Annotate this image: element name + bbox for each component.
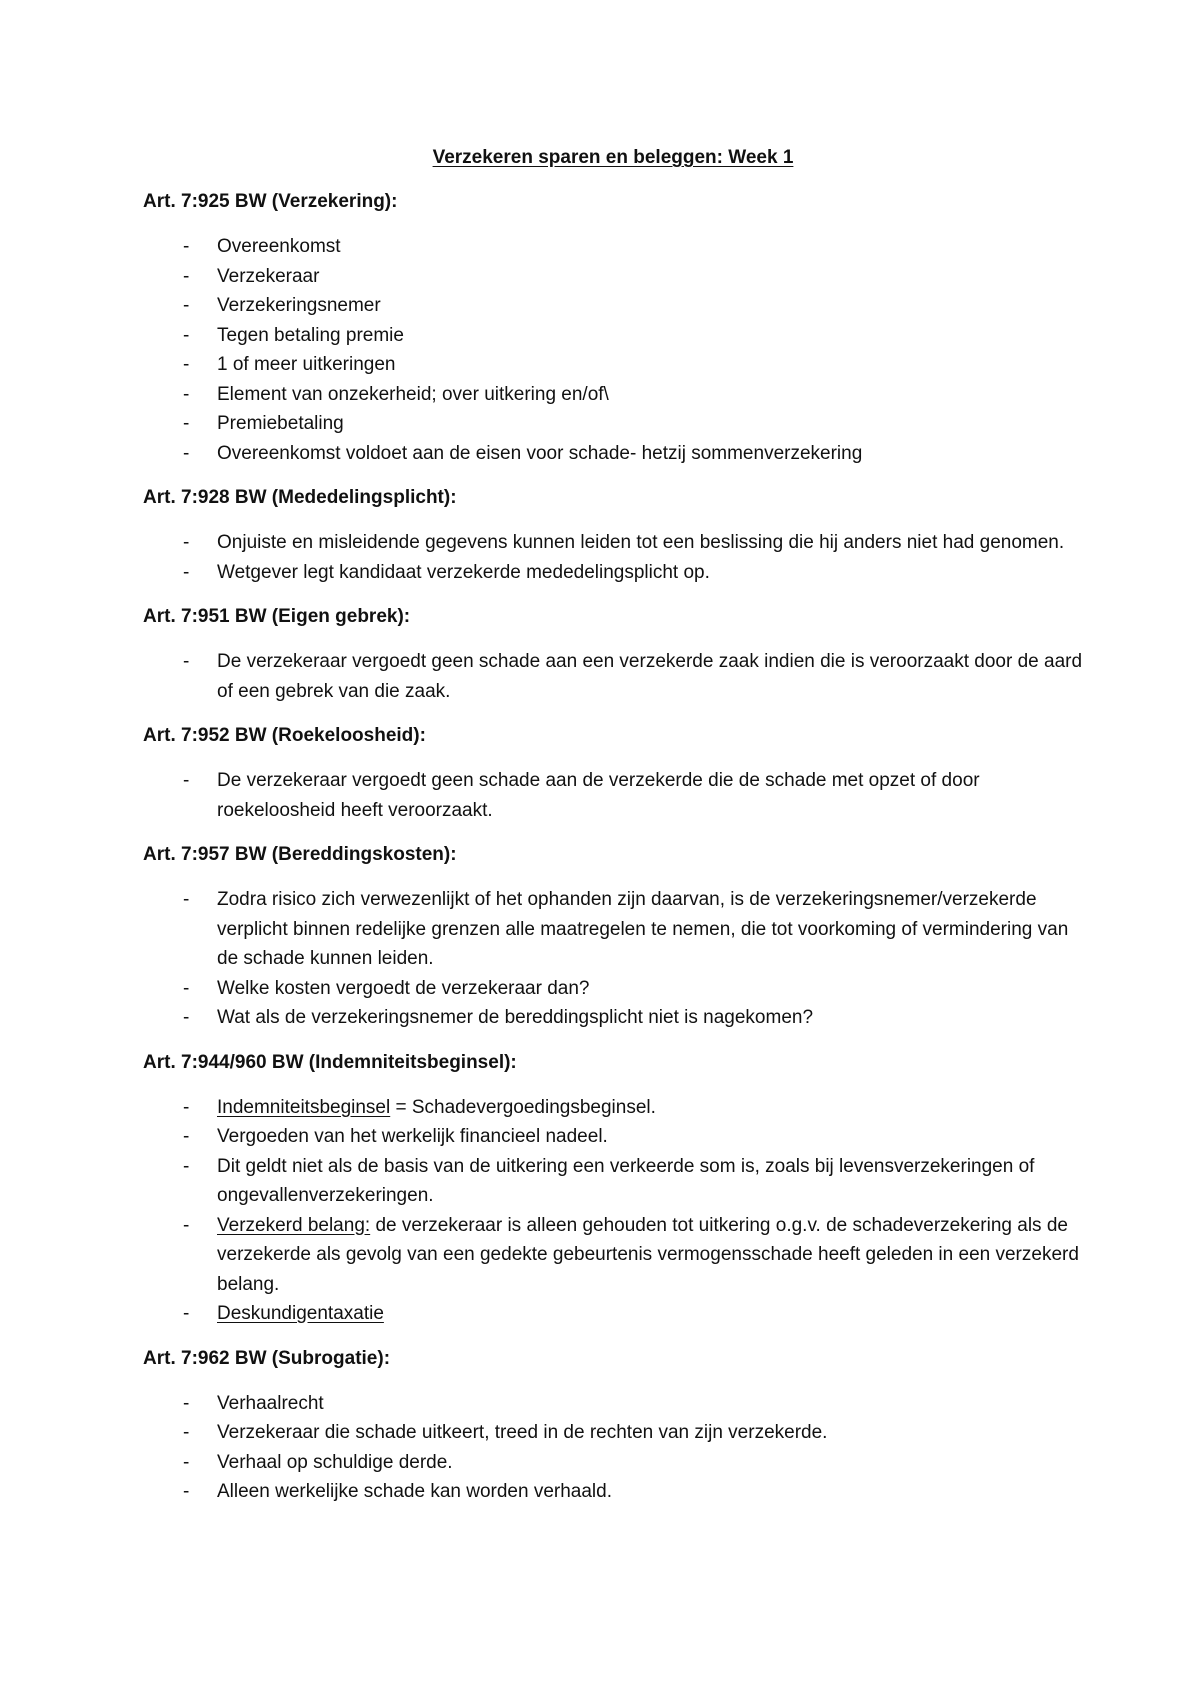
list-item (143, 558, 1083, 588)
list-item-text: De verzekeraar vergoedt geen schade aan de verzekerde die de schade met opzet of door roekeloosheid heeft veroorzaakt. (217, 770, 980, 821)
list-item (143, 1389, 1083, 1419)
list-item-text: Wetgever legt kandidaat verzekerde mededelingsplicht op. (217, 561, 710, 583)
bullet-dash: - (183, 889, 190, 910)
bullet-dash: - (183, 1303, 190, 1324)
section-heading: Art. 7:951 BW (Eigen gebrek): (143, 606, 411, 627)
bullet-dash: - (183, 1451, 190, 1473)
bullet-dash: - (183, 1422, 190, 1443)
bullet-dash: - (183, 1096, 190, 1118)
list-item-text: 1 of meer uitkeringen (217, 354, 396, 375)
list-item-text: Onjuiste en misleidende gegevens kunnen leiden tot een beslissing die hij anders niet had genomen. (217, 532, 1065, 553)
list-item (143, 1122, 1083, 1152)
list-item (143, 350, 1083, 380)
bullet-dash: - (183, 770, 190, 791)
section-heading: Art. 7:928 BW (Mededelingsplicht): (143, 487, 457, 508)
list-item (143, 380, 1083, 410)
list-item (143, 409, 1083, 439)
list-item-text: Verzekeraar die schade uitkeert, treed in de rechten van zijn verzekerde. (217, 1422, 828, 1443)
list-item-text: Overeenkomst voldoet aan de eisen voor schade- hetzij sommenverzekering (217, 442, 863, 464)
section-heading: Art. 7:944/960 BW (Indemniteitsbeginsel): (143, 1051, 517, 1073)
document-title: Verzekeren sparen en beleggen: Week 1 (432, 147, 794, 168)
list-item (143, 1418, 1083, 1448)
list-item-text: Verzekeraar (217, 265, 320, 287)
list-item-text: De verzekeraar vergoedt geen schade aan een verzekerde zaak indien die is veroorzaakt door de aard of een gebrek van die zaak. (217, 651, 1083, 702)
list-item (143, 1477, 1083, 1507)
bullet-list (143, 232, 1083, 468)
list-item (143, 291, 1083, 321)
list-item (143, 647, 1083, 706)
list-item (143, 1003, 1083, 1033)
bullet-dash: - (183, 442, 190, 464)
list-item (143, 1299, 1083, 1329)
bullet-dash: - (183, 1481, 190, 1502)
list-item-text: Premiebetaling (217, 413, 344, 434)
bullet-list (143, 1093, 1083, 1329)
section-heading: Art. 7:925 BW (Verzekering): (143, 191, 398, 212)
list-item (143, 766, 1083, 825)
list-item (143, 974, 1083, 1004)
underlined-term: Deskundigentaxatie (217, 1303, 384, 1324)
bullet-dash: - (183, 354, 190, 375)
bullet-list (143, 885, 1083, 1033)
bullet-dash: - (183, 532, 190, 553)
bullet-dash: - (183, 1155, 190, 1177)
bullet-dash: - (183, 977, 190, 999)
list-item (143, 528, 1083, 558)
list-item-text: Tegen betaling premie (217, 324, 404, 346)
bullet-dash: - (183, 1007, 190, 1028)
list-item-text: Indemniteitsbeginsel = Schadevergoedingsbeginsel. (217, 1096, 656, 1118)
bullet-dash: - (183, 295, 190, 316)
bullet-dash: - (183, 651, 190, 672)
list-item (143, 439, 1083, 469)
list-item-text (217, 1303, 384, 1324)
bullet-dash: - (183, 324, 190, 346)
list-item-text: Wat als de verzekeringsnemer de bereddingsplicht niet is nagekomen? (217, 1007, 814, 1028)
list-item (143, 1093, 1083, 1123)
section-heading: Art. 7:962 BW (Subrogatie): (143, 1347, 391, 1369)
list-item (143, 1211, 1083, 1300)
list-item-text: Verhaalrecht (217, 1392, 324, 1414)
list-item (143, 1448, 1083, 1478)
document-content (143, 143, 1083, 1522)
list-item-text: Verzekerd belang: de verzekeraar is alleen gehouden tot uitkering o.g.v. de schadeverzekering als de verzekerde als gevolg van een gedekte gebeurtenis vermogensschade heeft geleden in een verzekerd belang. (217, 1214, 1079, 1295)
list-item (143, 262, 1083, 292)
underlined-term: Verzekerd belang: (217, 1214, 371, 1236)
list-item-text: Zodra risico zich verwezenlijkt of het ophanden zijn daarvan, is de verzekeringsnemer/verzekerde verplicht binnen redelijke grenzen alle maatregelen te nemen, die tot voorkoming of vermindering van de schade kunnen leiden. (217, 889, 1069, 969)
list-item-text: Overeenkomst (217, 236, 341, 257)
bullet-dash: - (183, 1126, 190, 1147)
bullet-dash: - (183, 1392, 190, 1414)
underlined-term: Indemniteitsbeginsel (217, 1096, 391, 1118)
list-item-text: Element van onzekerheid; over uitkering en/of\ (217, 383, 609, 405)
list-item (143, 232, 1083, 262)
section-heading: Art. 7:952 BW (Roekeloosheid): (143, 725, 426, 746)
list-item-text: Dit geldt niet als de basis van de uitkering een verkeerde som is, zoals bij levensverzekeringen of ongevallenverzekeringen. (217, 1155, 1035, 1206)
list-item (143, 1152, 1083, 1211)
bullet-dash: - (183, 561, 190, 583)
bullet-list (143, 647, 1083, 706)
bullet-list (143, 766, 1083, 825)
bullet-list (143, 528, 1083, 587)
list-item (143, 885, 1083, 974)
list-item (143, 321, 1083, 351)
list-item-text: Alleen werkelijke schade kan worden verhaald. (217, 1481, 613, 1502)
list-item-text: Vergoeden van het werkelijk financieel nadeel. (217, 1126, 608, 1147)
bullet-dash: - (183, 1214, 190, 1236)
bullet-dash: - (183, 236, 190, 257)
bullet-list (143, 1389, 1083, 1507)
section-heading: Art. 7:957 BW (Bereddingskosten): (143, 844, 457, 865)
list-item-text: Verzekeringsnemer (217, 295, 381, 316)
list-item-text: Verhaal op schuldige derde. (217, 1451, 453, 1473)
bullet-dash: - (183, 265, 190, 287)
list-item-text: Welke kosten vergoedt de verzekeraar dan? (217, 977, 590, 999)
bullet-dash: - (183, 413, 190, 434)
bullet-dash: - (183, 383, 190, 405)
